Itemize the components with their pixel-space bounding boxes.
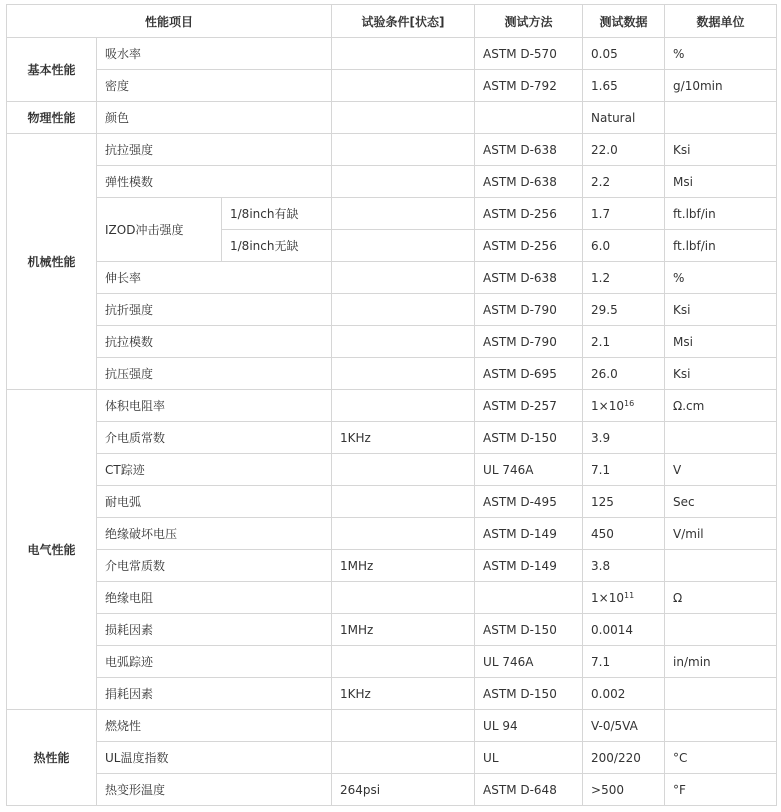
table-row: [7, 390, 777, 422]
unit-cell: V/mil: [665, 518, 777, 550]
item-name: 耐电弧: [97, 486, 332, 518]
condition-cell: [332, 486, 475, 518]
unit-cell: ft.lbf/in: [665, 230, 777, 262]
value-cell: 29.5: [583, 294, 665, 326]
value-cell: 1.7: [583, 198, 665, 230]
table-row: [7, 326, 777, 358]
table-row: [7, 646, 777, 678]
header-unit: 数据单位: [665, 5, 777, 38]
condition-cell: [332, 198, 475, 230]
item-name: 吸水率: [97, 38, 332, 70]
condition-cell: [332, 582, 475, 614]
table-row: [7, 582, 777, 614]
table-row: [7, 614, 777, 646]
value-cell: [583, 582, 665, 614]
unit-cell: %: [665, 262, 777, 294]
value-cell: 26.0: [583, 358, 665, 390]
unit-cell: Ω: [665, 582, 777, 614]
header-row: [7, 5, 777, 38]
value-base: 1×10: [591, 590, 624, 605]
unit-cell: [665, 550, 777, 582]
item-name: 燃烧性: [97, 710, 332, 742]
value-cell: 450: [583, 518, 665, 550]
condition-cell: [332, 166, 475, 198]
unit-cell: Ksi: [665, 358, 777, 390]
value-cell: 22.0: [583, 134, 665, 166]
condition-cell: [332, 230, 475, 262]
unit-cell: Msi: [665, 326, 777, 358]
item-name: 颜色: [97, 102, 332, 134]
category-thermal: 热性能: [7, 710, 97, 806]
condition-cell: [332, 262, 475, 294]
condition-cell: [332, 326, 475, 358]
unit-cell: [665, 678, 777, 710]
method-cell: ASTM D-256: [475, 230, 583, 262]
header-value: 测试数据: [583, 5, 665, 38]
category-physical: 物理性能: [7, 102, 97, 134]
value-cell: 3.9: [583, 422, 665, 454]
item-name: IZOD冲击强度: [97, 198, 222, 262]
unit-cell: Ω.cm: [665, 390, 777, 422]
unit-cell: °C: [665, 742, 777, 774]
condition-cell: [332, 454, 475, 486]
method-cell: ASTM D-257: [475, 390, 583, 422]
method-cell: ASTM D-695: [475, 358, 583, 390]
condition-cell: [332, 518, 475, 550]
header-condition: 试验条件[状态]: [332, 5, 475, 38]
item-name: 弹性模数: [97, 166, 332, 198]
item-name: 绝缘电阻: [97, 582, 332, 614]
item-name: 介电常质数: [97, 550, 332, 582]
condition-cell: [332, 134, 475, 166]
item-name: 热变形温度: [97, 774, 332, 806]
condition-cell: [332, 358, 475, 390]
method-cell: ASTM D-792: [475, 70, 583, 102]
table-row: [7, 70, 777, 102]
header-method: 测试方法: [475, 5, 583, 38]
condition-cell: [332, 70, 475, 102]
unit-cell: °F: [665, 774, 777, 806]
method-cell: UL 746A: [475, 454, 583, 486]
method-cell: [475, 102, 583, 134]
table-row: [7, 102, 777, 134]
item-name: UL温度指数: [97, 742, 332, 774]
sub-item: 1/8inch无缺: [222, 230, 332, 262]
value-cell: >500: [583, 774, 665, 806]
item-name: 密度: [97, 70, 332, 102]
table-row: [7, 774, 777, 806]
value-cell: V-0/5VA: [583, 710, 665, 742]
item-name: 抗拉模数: [97, 326, 332, 358]
method-cell: ASTM D-638: [475, 262, 583, 294]
method-cell: ASTM D-570: [475, 38, 583, 70]
unit-cell: Msi: [665, 166, 777, 198]
table-row: [7, 262, 777, 294]
method-cell: ASTM D-256: [475, 198, 583, 230]
value-exponent: 11: [624, 590, 635, 600]
item-name: 抗折强度: [97, 294, 332, 326]
method-cell: ASTM D-150: [475, 614, 583, 646]
condition-cell: [332, 710, 475, 742]
value-cell: [583, 390, 665, 422]
value-cell: 0.002: [583, 678, 665, 710]
condition-cell: [332, 646, 475, 678]
properties-table: [6, 4, 777, 806]
item-name: 抗压强度: [97, 358, 332, 390]
condition-cell: [332, 102, 475, 134]
condition-cell: 1KHz: [332, 422, 475, 454]
category-basic: 基本性能: [7, 38, 97, 102]
method-cell: UL 746A: [475, 646, 583, 678]
method-cell: UL 94: [475, 710, 583, 742]
value-exponent: 16: [624, 398, 635, 408]
value-cell: Natural: [583, 102, 665, 134]
value-cell: 200/220: [583, 742, 665, 774]
category-electrical: 电气性能: [7, 390, 97, 710]
table-row: [7, 166, 777, 198]
method-cell: ASTM D-790: [475, 294, 583, 326]
method-cell: ASTM D-648: [475, 774, 583, 806]
unit-cell: [665, 614, 777, 646]
unit-cell: V: [665, 454, 777, 486]
unit-cell: Ksi: [665, 134, 777, 166]
method-cell: ASTM D-150: [475, 678, 583, 710]
unit-cell: in/min: [665, 646, 777, 678]
item-name: 绝缘破坏电压: [97, 518, 332, 550]
method-cell: ASTM D-790: [475, 326, 583, 358]
value-cell: 2.2: [583, 166, 665, 198]
method-cell: [475, 582, 583, 614]
value-cell: 0.0014: [583, 614, 665, 646]
table-row: [7, 294, 777, 326]
method-cell: ASTM D-149: [475, 550, 583, 582]
value-base: 1×10: [591, 398, 624, 413]
item-name: 体积电阻率: [97, 390, 332, 422]
unit-cell: g/10min: [665, 70, 777, 102]
condition-cell: 264psi: [332, 774, 475, 806]
condition-cell: 1KHz: [332, 678, 475, 710]
table-row: [7, 518, 777, 550]
method-cell: ASTM D-150: [475, 422, 583, 454]
value-cell: 1.65: [583, 70, 665, 102]
value-cell: 6.0: [583, 230, 665, 262]
unit-cell: Sec: [665, 486, 777, 518]
category-mechanical: 机械性能: [7, 134, 97, 390]
table-row: [7, 134, 777, 166]
value-cell: 7.1: [583, 646, 665, 678]
item-name: CT踪迹: [97, 454, 332, 486]
value-cell: 1.2: [583, 262, 665, 294]
unit-cell: [665, 422, 777, 454]
value-cell: 0.05: [583, 38, 665, 70]
table-row: [7, 454, 777, 486]
table-row: [7, 710, 777, 742]
item-name: 捐耗因素: [97, 678, 332, 710]
unit-cell: Ksi: [665, 294, 777, 326]
item-name: 伸长率: [97, 262, 332, 294]
table-row: [7, 678, 777, 710]
item-name: 抗拉强度: [97, 134, 332, 166]
method-cell: ASTM D-495: [475, 486, 583, 518]
table-row: [7, 358, 777, 390]
sub-item: 1/8inch有缺: [222, 198, 332, 230]
table-row: [7, 422, 777, 454]
table-row: [7, 486, 777, 518]
condition-cell: [332, 294, 475, 326]
table-row: [7, 742, 777, 774]
condition-cell: [332, 38, 475, 70]
condition-cell: [332, 390, 475, 422]
value-cell: 3.8: [583, 550, 665, 582]
unit-cell: %: [665, 38, 777, 70]
header-property: 性能项目: [7, 5, 332, 38]
unit-cell: [665, 710, 777, 742]
condition-cell: [332, 742, 475, 774]
method-cell: UL: [475, 742, 583, 774]
table-row: [7, 550, 777, 582]
method-cell: ASTM D-638: [475, 166, 583, 198]
unit-cell: ft.lbf/in: [665, 198, 777, 230]
table-row: [7, 198, 777, 230]
condition-cell: 1MHz: [332, 614, 475, 646]
item-name: 损耗因素: [97, 614, 332, 646]
value-cell: 7.1: [583, 454, 665, 486]
method-cell: ASTM D-638: [475, 134, 583, 166]
unit-cell: [665, 102, 777, 134]
value-cell: 2.1: [583, 326, 665, 358]
item-name: 介电质常数: [97, 422, 332, 454]
item-name: 电弧踪迹: [97, 646, 332, 678]
table-row: [7, 38, 777, 70]
method-cell: ASTM D-149: [475, 518, 583, 550]
condition-cell: 1MHz: [332, 550, 475, 582]
value-cell: 125: [583, 486, 665, 518]
